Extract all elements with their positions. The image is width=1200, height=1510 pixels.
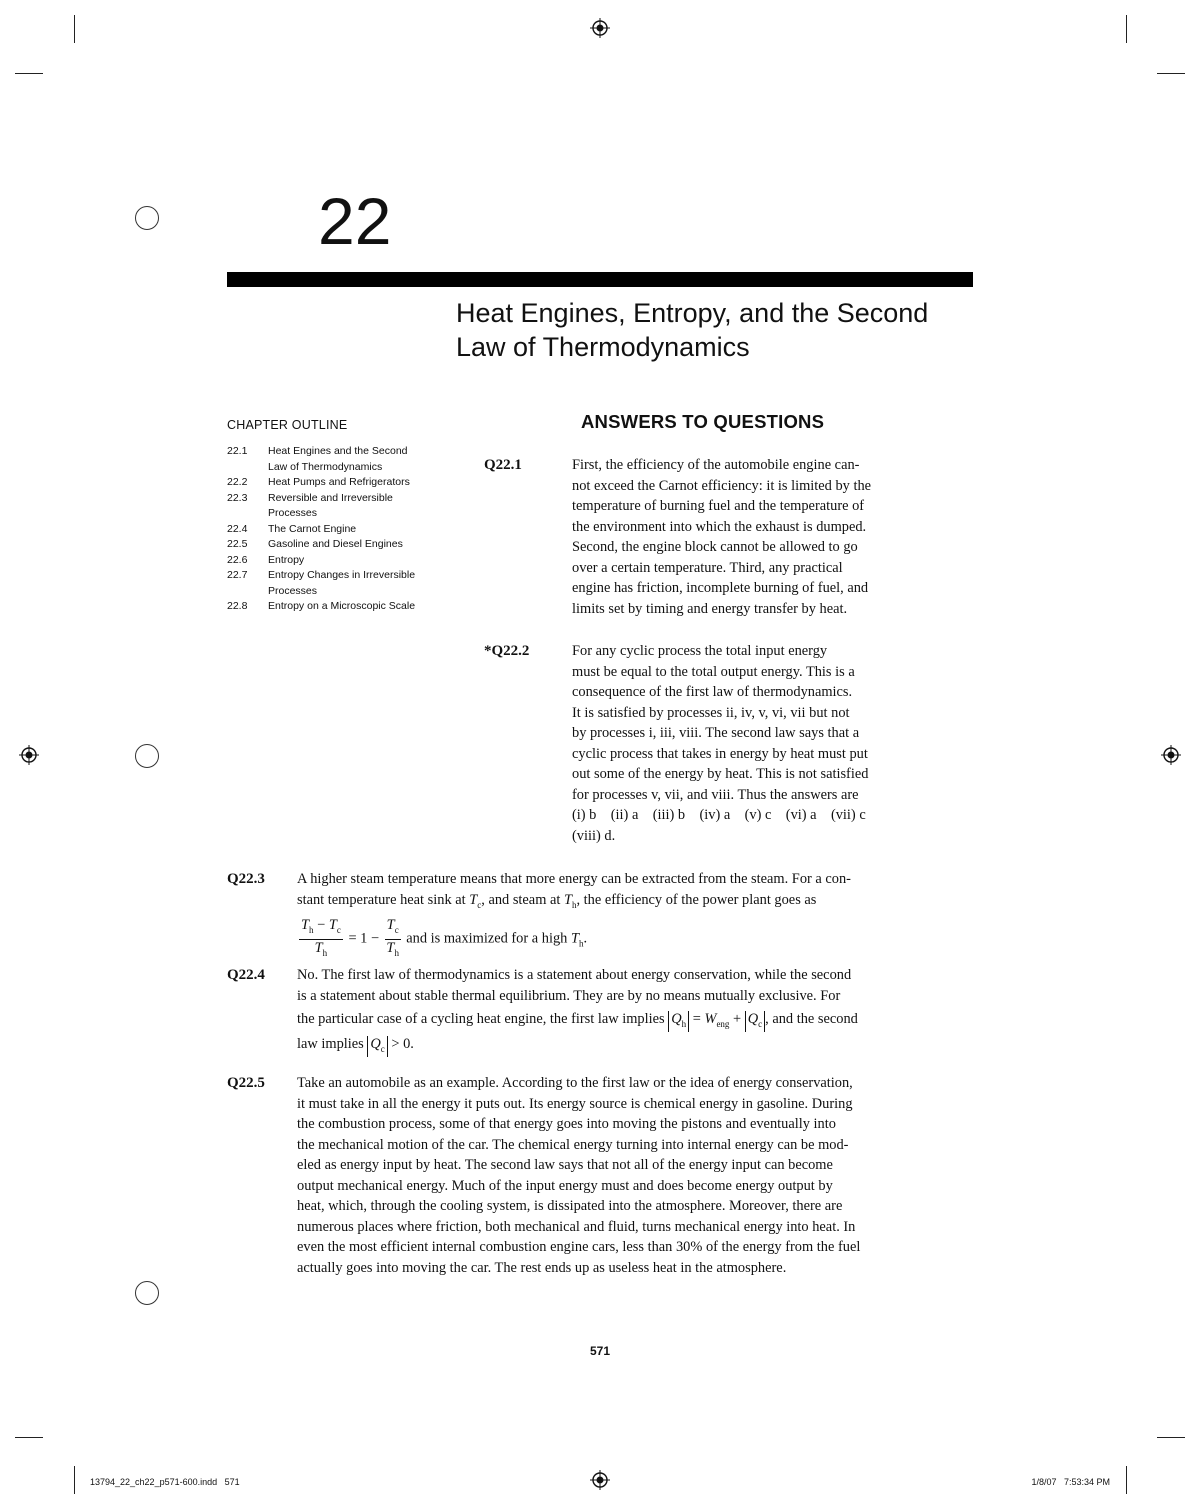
answer-line: the combustion process, some of that energy goes into moving the pistons and eventually into bbox=[297, 1116, 836, 1132]
answer-line: No. The first law of thermodynamics is a statement about energy conservation, while the second bbox=[297, 967, 852, 983]
outline-item-number: 22.2 bbox=[227, 476, 248, 488]
answer-line: limits set by timing and energy transfer by heat. bbox=[572, 600, 848, 617]
outline-item bbox=[227, 599, 467, 615]
registration-mark-icon bbox=[19, 745, 39, 765]
answer-text bbox=[572, 641, 972, 846]
answers-heading: ANSWERS TO QUESTIONS bbox=[581, 411, 825, 432]
registration-mark-icon bbox=[1161, 745, 1181, 765]
registration-mark-icon bbox=[590, 18, 610, 38]
outline-item-title: Reversible and Irreversible bbox=[268, 491, 393, 504]
crop-mark-left-bottom bbox=[15, 1437, 43, 1438]
answer-line: Second, the engine block cannot be allowed to go bbox=[572, 539, 858, 555]
slug-file-name: 13794_22_ch22_p571-600.indd 571 bbox=[90, 1477, 240, 1487]
outline-item bbox=[227, 444, 467, 475]
answer-line: consequence of the first law of thermodynamics. bbox=[572, 684, 853, 700]
answer-line: output mechanical energy. Much of the input energy must and does become energy output by bbox=[297, 1177, 833, 1194]
outline-item-title: Law of Thermodynamics bbox=[268, 460, 383, 473]
binder-hole bbox=[135, 206, 159, 230]
outline-heading: CHAPTER OUTLINE bbox=[227, 418, 348, 432]
answer-line: by processes i, iii, viii. The second law says that a bbox=[572, 725, 860, 741]
answer-line: out some of the energy by heat. This is not satisfied bbox=[572, 766, 869, 782]
answer-line: engine has friction, incomplete burning of fuel, and bbox=[572, 580, 869, 596]
answer-line: It is satisfied by processes ii, iv, v, vi, vii but not bbox=[572, 704, 850, 721]
question-label: Q22.5 bbox=[227, 1075, 265, 1091]
answer-line: actually goes into moving the car. The rest ends up as useless heat in the atmosphere. bbox=[297, 1259, 787, 1276]
outline-item-title: Gasoline and Diesel Engines bbox=[268, 538, 403, 550]
outline-item-title: Entropy bbox=[268, 553, 305, 566]
crop-mark-right-bottom bbox=[1157, 1437, 1185, 1438]
crop-mark-bottom-left bbox=[74, 1466, 75, 1494]
answer-line: over a certain temperature. Third, any practical bbox=[572, 559, 843, 576]
crop-mark-right-top bbox=[1157, 73, 1185, 74]
crop-mark-top-left bbox=[74, 15, 75, 43]
answer-line: First, the efficiency of the automobile engine can- bbox=[572, 457, 860, 473]
page-number: 571 bbox=[589, 1344, 611, 1358]
outline-item-number: 22.7 bbox=[227, 569, 248, 581]
outline-item-title: Entropy on a Microscopic Scale bbox=[268, 600, 416, 612]
outline-item-title: Heat Engines and the Second bbox=[268, 445, 408, 457]
answer-text bbox=[297, 869, 977, 962]
efficiency-formula: $\frac{T_h - T_c}{T_h}$ = 1 − $\frac{T_c}{T_h}$ and is maximized for a high $T_h$. bbox=[297, 917, 977, 962]
outline-item-number: 22.1 bbox=[227, 445, 248, 457]
answer-line: not exceed the Carnot efficiency: it is limited by the bbox=[572, 477, 872, 494]
outline-item bbox=[227, 568, 467, 599]
outline-item bbox=[227, 553, 467, 569]
chapter-title-line: Heat Engines, Entropy, and the Second bbox=[456, 298, 929, 328]
chapter-title bbox=[456, 296, 976, 364]
outline-item-number: 22.8 bbox=[227, 600, 248, 612]
answer-text bbox=[572, 455, 972, 619]
answer-line: temperature of burning fuel and the temperature of bbox=[572, 498, 865, 514]
outline-item-title: Heat Pumps and Refrigerators bbox=[268, 476, 410, 488]
question-label: Q22.4 bbox=[227, 967, 265, 983]
answer-line: (viii) d. bbox=[572, 827, 616, 844]
chapter-number: 22 bbox=[318, 184, 392, 258]
answer-text bbox=[297, 965, 977, 1057]
binder-hole bbox=[135, 1281, 159, 1305]
answer-line: numerous places where friction, both mechanical and fluid, turns mechanical energy into heat. In bbox=[297, 1218, 856, 1235]
outline-item bbox=[227, 537, 467, 553]
answer-line: law implies $Q_c > 0$. bbox=[297, 1034, 977, 1057]
chapter-rule bbox=[227, 272, 973, 287]
answer-line: (i) b (ii) a (iii) b (iv) a (v) c (vi) a (vii) c bbox=[572, 807, 866, 823]
answer-line: even the most efficient internal combustion engine cars, less than 30% of the energy from the fuel bbox=[297, 1239, 861, 1255]
outline-item bbox=[227, 475, 467, 491]
outline-item bbox=[227, 491, 467, 522]
answer-line: eled as energy input by heat. The second law says that not all of the energy input can become bbox=[297, 1157, 833, 1173]
answer-line: the environment into which the exhaust is dumped. bbox=[572, 518, 867, 535]
outline-item-title: Entropy Changes in Irreversible bbox=[268, 569, 416, 581]
chapter-title-line: Law of Thermodynamics bbox=[456, 332, 750, 362]
answer-line: heat, which, through the cooling system, is dissipated into the atmosphere. Moreover, there are bbox=[297, 1198, 843, 1214]
answer-line: stant temperature heat sink at $T_c$, and steam at $T_h$, the efficiency of the power plant goes as bbox=[297, 891, 817, 910]
answer-line: cyclic process that takes in energy by heat must put bbox=[572, 745, 868, 762]
fraction: $\frac{T_c}{T_h}$ bbox=[386, 916, 399, 958]
outline-item-number: 22.5 bbox=[227, 538, 248, 550]
crop-mark-left-top bbox=[15, 73, 43, 74]
question-label: *Q22.2 bbox=[484, 643, 530, 659]
crop-mark-bottom-right bbox=[1126, 1466, 1127, 1494]
answer-line: For any cyclic process the total input energy bbox=[572, 643, 828, 659]
outline-item-number: 22.3 bbox=[227, 491, 248, 504]
outline-item-number: 22.6 bbox=[227, 553, 248, 566]
outline-item-number: 22.4 bbox=[227, 522, 248, 535]
answer-line: for processes v, vii, and viii. Thus the answers are bbox=[572, 786, 859, 803]
outline-list bbox=[227, 444, 467, 615]
outline-item bbox=[227, 522, 467, 538]
binder-hole bbox=[135, 744, 159, 768]
answer-line: is a statement about stable thermal equilibrium. They are by no means mutually exclusive. For bbox=[297, 987, 841, 1004]
answer-line: the particular case of a cycling heat engine, the first law implies $Q_h = W_{eng} + Q_c$ , and the second bbox=[297, 1009, 977, 1034]
question-label: Q22.1 bbox=[484, 457, 522, 473]
registration-mark-icon bbox=[590, 1470, 610, 1490]
slug-timestamp: 1/8/07 7:53:34 PM bbox=[1031, 1477, 1110, 1487]
outline-item-title: Processes bbox=[268, 507, 318, 519]
fraction: $\frac{T_h - T_c}{T_h}$ bbox=[301, 916, 341, 958]
answer-text bbox=[297, 1073, 977, 1278]
crop-mark-top-right bbox=[1126, 15, 1127, 43]
answer-line: the mechanical motion of the car. The chemical energy turning into internal energy can be mod- bbox=[297, 1136, 849, 1153]
question-label: Q22.3 bbox=[227, 871, 265, 887]
answer-line: must be equal to the total output energy. This is a bbox=[572, 663, 855, 680]
answer-line: it must take in all the energy it puts out. Its energy source is chemical energy in gasoline. During bbox=[297, 1095, 853, 1112]
answer-line: Take an automobile as an example. According to the first law or the idea of energy conservation, bbox=[297, 1075, 853, 1091]
outline-item-title: The Carnot Engine bbox=[268, 522, 357, 535]
answer-line: A higher steam temperature means that more energy can be extracted from the steam. For a con- bbox=[297, 871, 851, 887]
outline-item-title: Processes bbox=[268, 584, 318, 597]
